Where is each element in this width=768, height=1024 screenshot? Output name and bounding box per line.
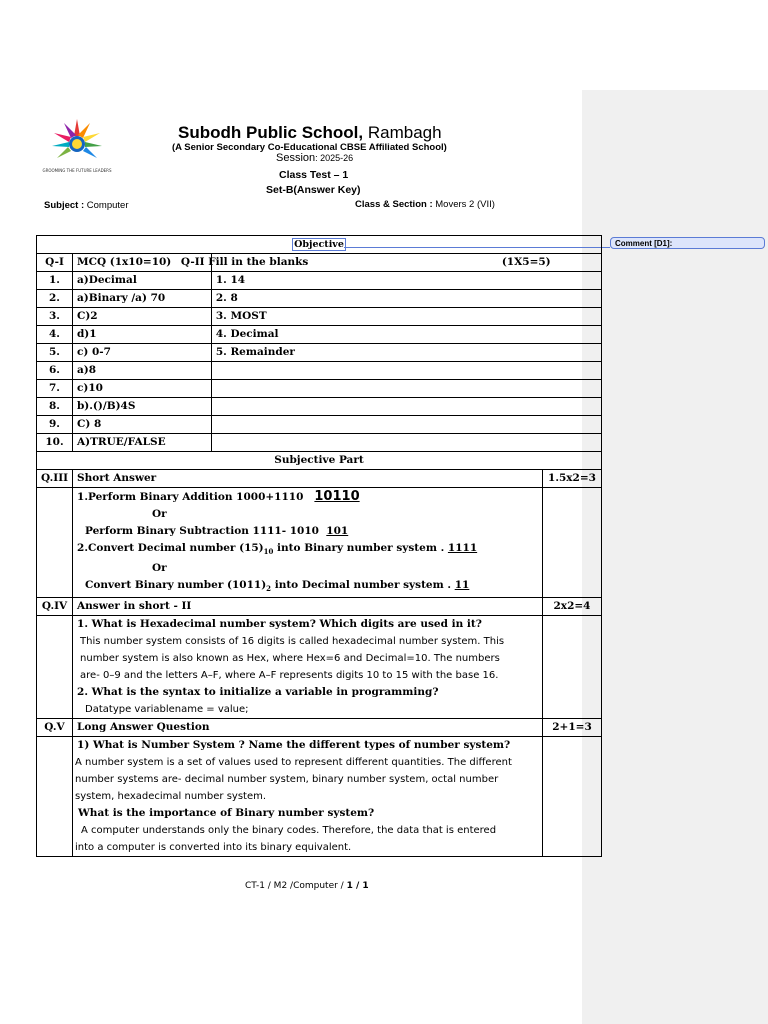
row-number: 7. xyxy=(37,380,73,398)
row-number: 2. xyxy=(37,290,73,308)
q3-question2: Perform Binary Subtraction 1111- 1010 xyxy=(85,525,319,537)
fill-answer: 5. Remainder xyxy=(211,344,601,362)
school-place: Rambagh xyxy=(367,123,442,142)
session-value: : 2025-26 xyxy=(315,153,354,163)
q4-answer1-line1: This number system consists of 16 digits is called hexadecimal number system. This xyxy=(80,636,505,648)
subject-value: Computer xyxy=(86,200,129,211)
q1-label: Q-I xyxy=(37,254,73,272)
session-line xyxy=(276,152,353,164)
q2-header xyxy=(180,254,601,272)
q4-answer1-line3: are- 0–9 and the letters A–F, where A–F represents digits 10 to 15 with the base 16. xyxy=(80,670,499,682)
q5-body xyxy=(73,737,543,857)
q4-title: Answer in short - II xyxy=(73,598,543,616)
row-number: 5. xyxy=(37,344,73,362)
q3-marks: 1.5x2=3 xyxy=(543,470,602,488)
q5-title: Long Answer Question xyxy=(73,719,543,737)
q3-body-row xyxy=(37,488,602,598)
mcq-answer: b).()/B)4S xyxy=(72,398,211,416)
page-footer xyxy=(245,881,369,891)
footer-text: CT-1 / M2 /Computer / xyxy=(245,881,347,891)
q3-question3-rest: into Binary number system . xyxy=(273,542,445,554)
q5-header-row xyxy=(37,719,602,737)
objective-title: Objective xyxy=(294,239,344,250)
q3-question1: 1.Perform Binary Addition 1000+1110 xyxy=(77,491,304,503)
mcq-answer: c) 0-7 xyxy=(72,344,211,362)
school-title xyxy=(178,123,442,143)
objective-row xyxy=(37,434,602,452)
q3-label: Q.III xyxy=(37,470,73,488)
q4-question2: 2. What is the syntax to initialize a variable in programming? xyxy=(77,686,439,699)
objective-row xyxy=(37,380,602,398)
subjective-title-row xyxy=(37,452,602,470)
q3-answer1: 10110 xyxy=(314,489,360,504)
q4-marks: 2x2=4 xyxy=(543,598,602,616)
q3-question3: 2.Convert Decimal number (15) xyxy=(77,542,264,554)
q4-label: Q.IV xyxy=(37,598,73,616)
row-number: 10. xyxy=(37,434,73,452)
objective-row xyxy=(37,344,602,362)
q5-answer1-line3: system, hexadecimal number system. xyxy=(75,791,267,803)
q3-line4 xyxy=(77,577,538,597)
q3-header-row xyxy=(37,470,602,488)
school-logo xyxy=(42,118,112,176)
q5-question1: 1) What is Number System ? Name the different types of number system? xyxy=(77,739,511,752)
comment-label: Comment [D1]: xyxy=(615,239,673,248)
q3-or2: Or xyxy=(152,562,167,575)
q3-or1: Or xyxy=(152,508,167,520)
class-line xyxy=(355,199,495,210)
q3-answer4: 11 xyxy=(454,579,470,592)
comment-margin-pane xyxy=(582,90,768,1024)
q5-answer2-line1: A computer understands only the binary codes. Therefore, the data that is entered xyxy=(81,825,497,837)
row-number: 6. xyxy=(37,362,73,380)
q5-answer2-line2: into a computer is converted into its binary equivalent. xyxy=(75,842,352,854)
objective-row xyxy=(37,416,602,434)
q3-question4: Convert Binary number (1011) xyxy=(85,579,267,592)
q4-body-row xyxy=(37,616,602,719)
mcq-answer: a)Decimal xyxy=(72,272,211,290)
subscript: 2 xyxy=(266,584,272,594)
objective-row xyxy=(37,398,602,416)
set-title: Set-B(Answer Key) xyxy=(266,184,361,196)
session-label: Session xyxy=(276,152,316,164)
q2-marks: (1X5=5) xyxy=(501,256,551,268)
q5-answer1-line2: number systems are- decimal number system, binary number system, octal number xyxy=(75,774,499,786)
q1-title: MCQ (1x10=10) xyxy=(72,254,211,272)
mcq-answer: d)1 xyxy=(72,326,211,344)
q5-marks: 2+1=3 xyxy=(543,719,602,737)
objective-title-row xyxy=(37,236,602,254)
objective-table xyxy=(36,235,602,452)
comment-balloon[interactable] xyxy=(610,237,765,249)
mcq-answer: a)8 xyxy=(72,362,211,380)
footer-page: 1 / 1 xyxy=(346,881,369,891)
q4-header-row xyxy=(37,598,602,616)
fill-answer xyxy=(211,362,601,380)
class-label: Class & Section : xyxy=(355,199,433,210)
q5-label: Q.V xyxy=(37,719,73,737)
subscript: 10 xyxy=(263,547,274,557)
objective-row xyxy=(37,326,602,344)
school-name: Subodh Public School, xyxy=(178,123,364,142)
mcq-answer: C)2 xyxy=(72,308,211,326)
row-number: 4. xyxy=(37,326,73,344)
q3-line2 xyxy=(77,523,538,540)
fill-answer: 3. MOST xyxy=(211,308,601,326)
q4-body xyxy=(73,616,543,719)
row-number: 8. xyxy=(37,398,73,416)
q3-question4-rest: into Decimal number system . xyxy=(271,579,452,592)
fill-answer xyxy=(211,398,601,416)
objective-row xyxy=(37,290,602,308)
q4-answer2: Datatype variablename = value; xyxy=(85,704,249,716)
q3-line3 xyxy=(77,540,538,560)
objective-row xyxy=(37,362,602,380)
q5-question2: What is the importance of Binary number system? xyxy=(78,807,375,820)
objective-row xyxy=(37,272,602,290)
affiliation-line: (A Senior Secondary Co-Educational CBSE Affiliated School) xyxy=(172,142,447,153)
q4-answer1-line2: number system is also known as Hex, where Hex=6 and Decimal=10. The numbers xyxy=(80,653,500,665)
class-value: Movers 2 (VII) xyxy=(435,199,495,210)
row-number: 9. xyxy=(37,416,73,434)
fill-answer: 4. Decimal xyxy=(211,326,601,344)
mcq-answer: A)TRUE/FALSE xyxy=(72,434,211,452)
fill-answer: 2. 8 xyxy=(211,290,601,308)
q5-body-row xyxy=(37,737,602,857)
q3-answer3: 1111 xyxy=(447,542,478,554)
q3-body xyxy=(73,488,543,598)
q5-answer1-line1: A number system is a set of values used to represent different quantities. The different xyxy=(75,757,512,769)
mcq-answer: c)10 xyxy=(72,380,211,398)
test-title: Class Test – 1 xyxy=(279,169,349,181)
subjective-title: Subjective Part xyxy=(37,452,602,470)
q3-title: Short Answer xyxy=(73,470,543,488)
fill-answer xyxy=(211,416,601,434)
objective-header-row xyxy=(37,254,602,272)
q3-answer2: 101 xyxy=(326,525,349,537)
subject-label: Subject : xyxy=(44,200,85,211)
row-number: 3. xyxy=(37,308,73,326)
mcq-answer: C) 8 xyxy=(72,416,211,434)
mcq-answer: a)Binary /a) 70 xyxy=(72,290,211,308)
fill-answer xyxy=(211,380,601,398)
q4-question1: 1. What is Hexadecimal number system? Which digits are used in it? xyxy=(77,618,482,631)
q2-title: Q-II Fill in the blanks xyxy=(180,256,309,268)
fill-answer xyxy=(211,434,601,452)
subjective-table xyxy=(36,451,602,857)
q3-line1 xyxy=(77,488,538,506)
objective-row xyxy=(37,308,602,326)
logo-caption: GROOMING THE FUTURE LEADERS xyxy=(42,168,112,173)
subject-line xyxy=(44,200,128,211)
row-number: 1. xyxy=(37,272,73,290)
fill-answer: 1. 14 xyxy=(211,272,601,290)
